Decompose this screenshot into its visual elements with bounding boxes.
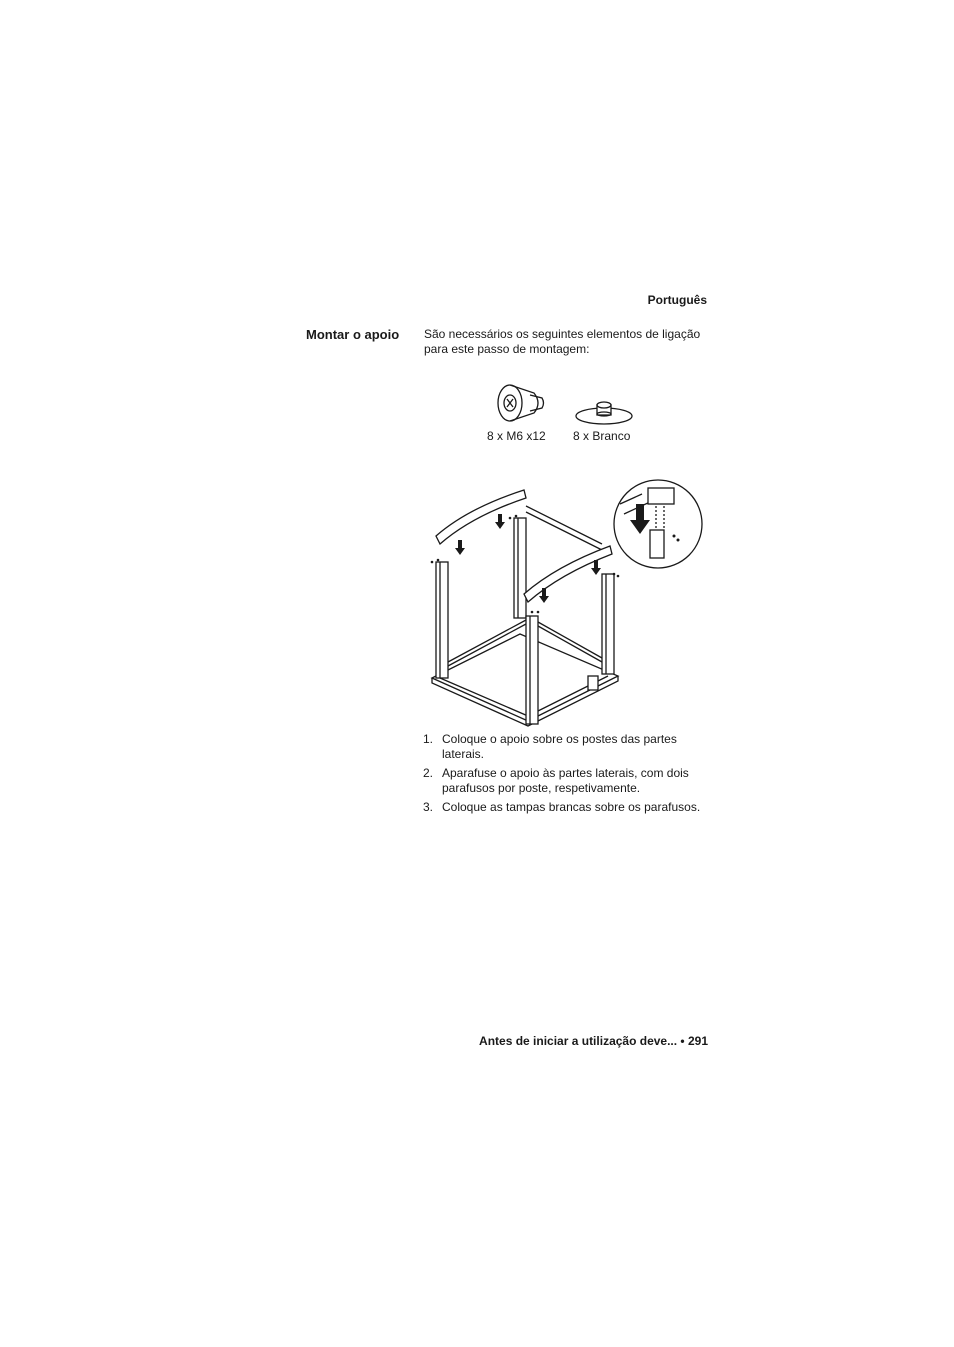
step-text-line: Coloque as tampas brancas sobre os parafusos. — [442, 800, 701, 814]
white-cap-icon — [576, 402, 632, 424]
step-item — [420, 732, 720, 762]
section-heading: Montar o apoio — [306, 327, 400, 342]
assembly-steps — [420, 732, 720, 819]
intro-line-2: para este passo de montagem: — [424, 342, 590, 356]
step-text-line: Aparafuse o apoio às partes laterais, com dois — [442, 766, 689, 780]
rear-left-post — [514, 518, 526, 618]
screw-quantity-label: 8 x M6 x12 — [487, 429, 546, 443]
intro-text — [424, 327, 714, 357]
step-number: 3. — [423, 800, 434, 814]
rear-right-post — [602, 574, 614, 674]
step-text-line: Coloque o apoio sobre os postes das partes — [442, 732, 677, 746]
bracket — [588, 676, 598, 690]
assembly-illustration — [428, 466, 708, 732]
step-text-line: parafusos por poste, respetivamente. — [442, 781, 641, 795]
step-number: 2. — [423, 766, 434, 780]
cap-quantity-label: 8 x Branco — [573, 429, 631, 443]
detail-magnifier — [614, 480, 702, 568]
screw-icon — [498, 385, 544, 421]
front-right-post — [526, 616, 538, 724]
step-item — [420, 800, 720, 815]
step-text-line: laterais. — [442, 747, 485, 761]
front-left-post — [436, 562, 448, 678]
step-item — [420, 766, 720, 796]
step-number: 1. — [423, 732, 434, 746]
page-footer: Antes de iniciar a utilização deve... • 291 — [479, 1034, 708, 1048]
language-label: Português — [647, 293, 707, 307]
intro-line-1: São necessários os seguintes elementos de ligação — [424, 327, 701, 341]
